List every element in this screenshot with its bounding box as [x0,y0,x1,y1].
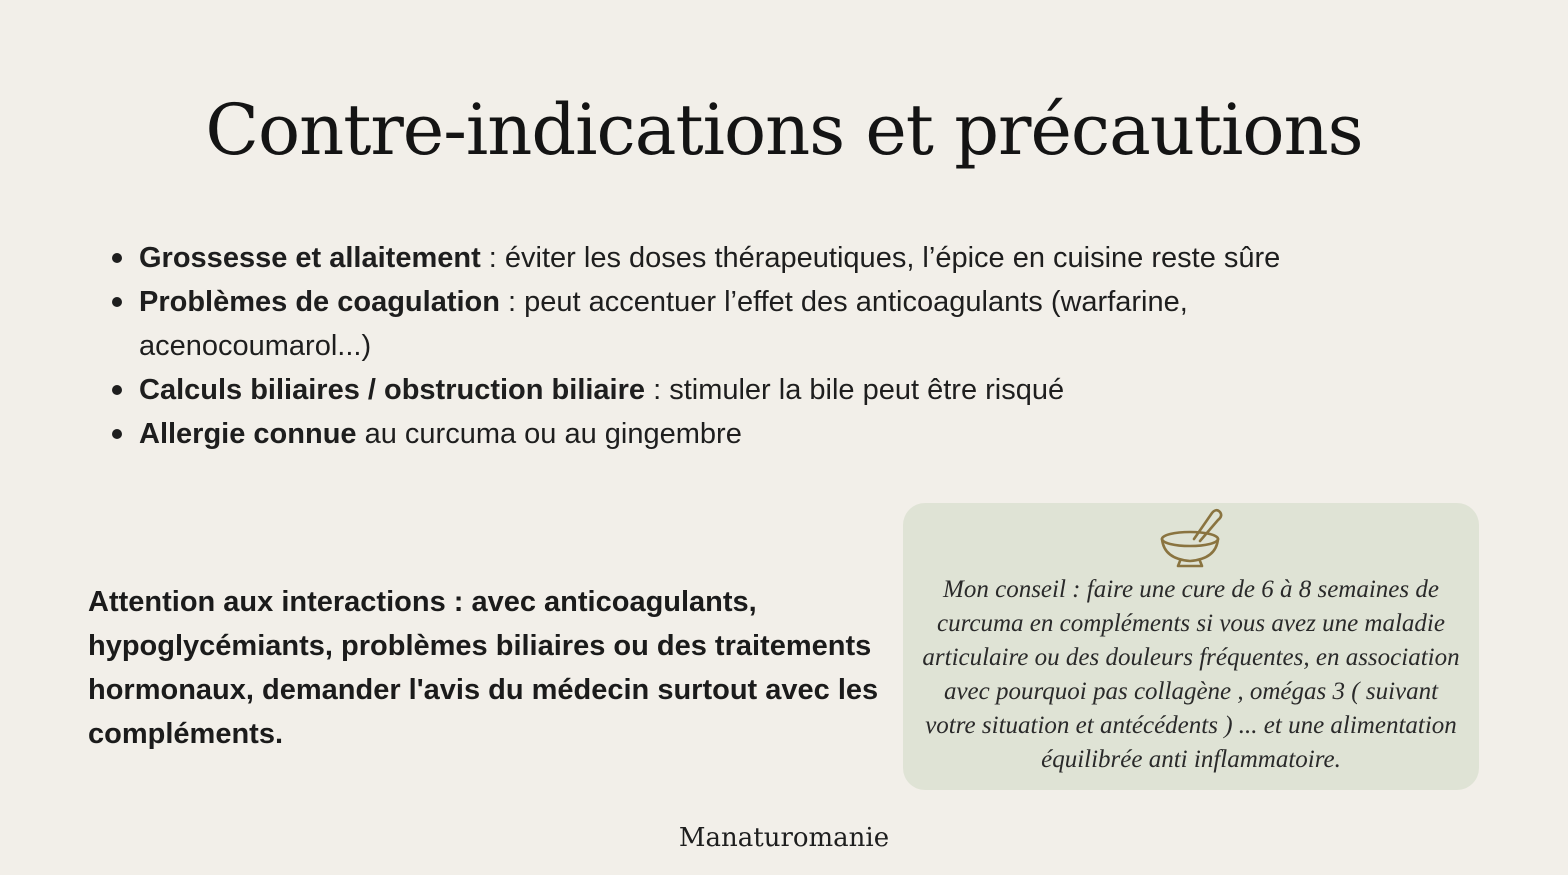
advice-box [903,503,1479,790]
item-bold-label: Calculs biliaires / obstruction biliaire [139,374,646,406]
bullet-dot [112,429,122,439]
item-description: au curcuma ou au gingembre [356,418,742,450]
bullet-dot [112,253,122,263]
contraindications-list [110,236,1410,456]
list-item [110,280,1410,368]
item-description: : peut accentuer l’effet des anticoagulants (warfarine, acenocoumarol...) [139,286,1188,362]
interactions-warning: Attention aux interactions : avec anticoagulants, hypoglycémiants, problèmes biliaires ou des traitements hormonaux, demander l'avis du médecin surtout avec les compléments. [88,586,879,750]
list-item [110,412,1410,456]
item-description: : stimuler la bile peut être risqué [645,374,1065,406]
advice-text: Mon conseil : faire une cure de 6 à 8 semaines de curcuma en compléments si vous avez une maladie articulaire ou des douleurs fréquentes, en association avec pourquoi pas collagène , omégas 3 ( suivant votre situation et antécédents ) ... et une alimentation équilibrée anti inflammatoire. [922,576,1460,773]
brand-footer: Manaturomanie [678,823,890,853]
page-title: Contre-indications et précautions [205,89,1363,171]
list-item [110,236,1410,280]
mortar-pestle-icon [1156,505,1226,571]
item-bold-label: Problèmes de coagulation [139,286,500,318]
item-bold-label: Grossesse et allaitement [139,242,481,274]
item-bold-label: Allergie connue [139,418,357,450]
bullet-dot [112,385,122,395]
bullet-dot [112,297,122,307]
item-description: : éviter les doses thérapeutiques, l’épice en cuisine reste sûre [480,242,1281,274]
list-item [110,368,1410,412]
